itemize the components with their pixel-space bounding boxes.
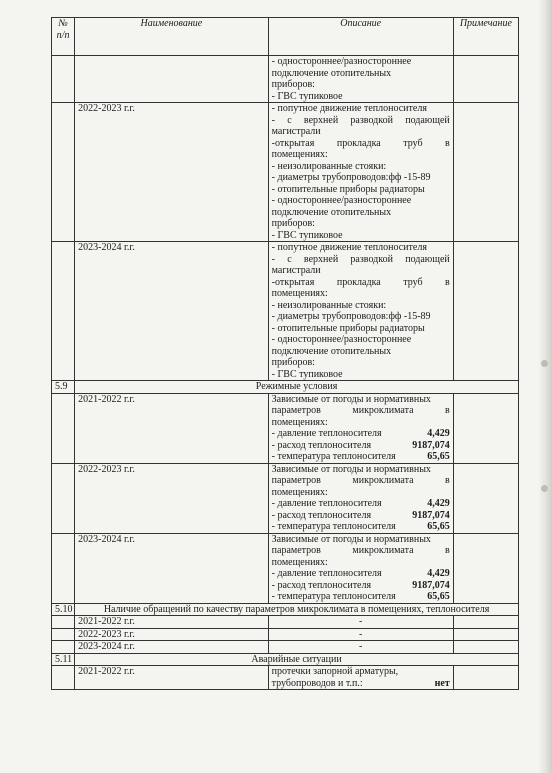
table-row <box>52 628 519 641</box>
table-row <box>52 533 519 603</box>
temperature-value: 65,65 <box>427 521 450 532</box>
period-label: 2023-2024 г.г. <box>75 533 269 603</box>
table-row <box>52 103 519 242</box>
value-cell: - <box>268 641 453 654</box>
emergency-value: нет <box>434 677 450 689</box>
description-cell: - попутное движение теплоносителя - с верхней разводкой подающей магистрали -открытая прокладка труб в помещениях: - неизолированные стояки: - диаметры трубопроводов:фф -15-89 - отопительные приборы радиаторы - одностороннее/разностороннее подключение отопительных приборов: - ГВС тупиковое <box>268 103 453 242</box>
section-number: 5.9 <box>52 381 75 394</box>
pressure-value: 4,429 <box>427 568 450 579</box>
period-label: 2021-2022 г.г. <box>75 393 269 463</box>
table-row <box>52 393 519 463</box>
description-cell: Зависимые от погоды и нормативных параметров микроклимата в помещениях: - давление теплоносителя 4,429 - расход теплоносителя 9187,074 - температура теплоносителя 65,65 <box>268 463 453 533</box>
section-title: Режимные условия <box>75 381 519 394</box>
value-cell: - <box>268 616 453 629</box>
period-label: 2022-2023 г.г. <box>75 103 269 242</box>
flow-value: 9187,074 <box>412 439 450 451</box>
section-title: Аварийные ситуации <box>75 653 519 666</box>
period-label: 2023-2024 г.г. <box>75 641 269 654</box>
col-header-note: Примечание <box>453 18 518 56</box>
flow-value: 9187,074 <box>412 509 450 521</box>
flow-value: 9187,074 <box>412 579 450 591</box>
table-header-row <box>52 18 519 56</box>
col-header-name: Наименование <box>75 18 269 56</box>
value-cell: - <box>268 628 453 641</box>
period-label: 2021-2022 г.г. <box>75 616 269 629</box>
col-header-description: Описание <box>268 18 453 56</box>
description-cell: - попутное движение теплоносителя - с верхней разводкой подающей магистрали -открытая прокладка труб в помещениях: - неизолированные стояки: - диаметры трубопроводов:фф -15-89 - отопительные приборы радиаторы - одностороннее/разностороннее подключение отопительных приборов: - ГВС тупиковое <box>268 242 453 381</box>
pressure-value: 4,429 <box>427 498 450 509</box>
table-row <box>52 463 519 533</box>
temperature-value: 65,65 <box>427 451 450 462</box>
period-label: 2022-2023 г.г. <box>75 463 269 533</box>
description-cell: Зависимые от погоды и нормативных параметров микроклимата в помещениях: - давление теплоносителя 4,429 - расход теплоносителя 9187,074 - температура теплоносителя 65,65 <box>268 533 453 603</box>
description-cell: Зависимые от погоды и нормативных параметров микроклимата в помещениях: - давление теплоносителя 4,429 - расход теплоносителя 9187,074 - температура теплоносителя 65,65 <box>268 393 453 463</box>
section-number: 5.10 <box>52 603 75 616</box>
description-cell: - одностороннее/разностороннее подключение отопительных приборов: - ГВС тупиковое <box>268 56 453 103</box>
table-row <box>52 641 519 654</box>
section-header-row <box>52 653 519 666</box>
temperature-value: 65,65 <box>427 591 450 602</box>
col-header-number: № п/п <box>52 18 75 56</box>
section-header-row <box>52 381 519 394</box>
page-edge-shadow <box>538 0 552 773</box>
period-label: 2023-2024 г.г. <box>75 242 269 381</box>
description-cell: протечки запорной арматуры, трубопроводов и т.п.: нет <box>268 666 453 690</box>
table-row <box>52 242 519 381</box>
binder-hole <box>541 360 548 367</box>
binder-hole <box>541 485 548 492</box>
description-table <box>51 17 519 690</box>
table-row <box>52 666 519 690</box>
table-row <box>52 56 519 103</box>
table-row <box>52 616 519 629</box>
period-label: 2021-2022 г.г. <box>75 666 269 690</box>
period-label: 2022-2023 г.г. <box>75 628 269 641</box>
section-number: 5.11 <box>52 653 75 666</box>
section-header-row <box>52 603 519 616</box>
pressure-value: 4,429 <box>427 428 450 439</box>
section-title: Наличие обращений по качеству параметров микроклимата в помещениях, теплоносителя <box>75 603 519 616</box>
